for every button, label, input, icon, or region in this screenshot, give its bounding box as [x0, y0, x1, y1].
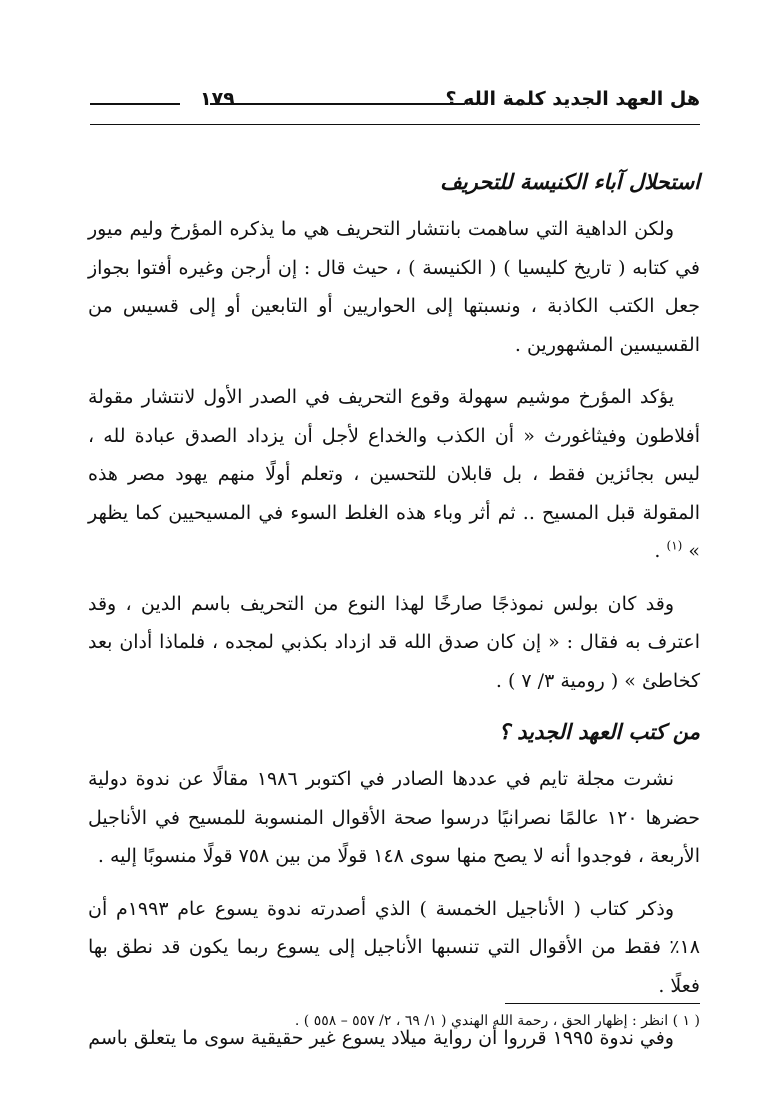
paragraph-muir: ولكن الداهية التي ساهمت بانتشار التحريف هي ما يذكره المؤرخ وليم ميور في كتابه ( تاريخ كليسيا ) ( الكنيسة ) ، حيث قال : إن أرجن وغيره أفتوا بجواز جعل الكتب الكاذبة ، ونسبتها إلى الحواريين أو التابعين أو إلى قسيس من القسيسين المشهورين . — [88, 218, 700, 356]
paragraph-mosheim: يؤكد المؤرخ موشيم سهولة وقوع التحريف في الصدر الأول لانتشار مقولة أفلاطون وفيثاغورث « أن الكذب والخداع لأجل أن يزداد الصدق عبادة لله ، ليس بجائزين فقط ، بل قابلان للتحسين ، وتعلم أولًا منهم يهود مصر هذه المقولة قبل المسيح .. ثم أثر وباء هذه الغلط السوء في المسيحيين كما يظهر » $^{(١)}$ . — [88, 386, 700, 562]
paragraph-mosheim-text: يؤكد المؤرخ موشيم سهولة وقوع التحريف في الصدر الأول لانتشار مقولة أفلاطون وفيثاغورث « أن الكذب والخداع لأجل أن يزداد الصدق عبادة لله ، ليس بجائزين فقط ، بل قابلان للتحسين ، وتعلم أولًا منهم يهود مصر هذه المقولة قبل المسيح .. ثم أثر وباء هذه الغلط السوء في المسيحيين كما يظهر » — [88, 386, 700, 562]
paragraph-1995-seminar: وفي ندوة ١٩٩٥ قرروا أن رواية ميلاد يسوع غير حقيقية سوى ما يتعلق باسم — [88, 1027, 674, 1049]
header-underline — [90, 124, 700, 125]
footnote: ( ١ ) انظر : إظهار الحق ، رحمة الله الهندي ( ١/ ٦٩ ، ٢/ ٥٥٧ – ٥٥٨ ) . — [294, 1013, 700, 1029]
header-rule-left-of-title — [210, 103, 465, 105]
page-body — [88, 160, 700, 1072]
footnote-separator — [505, 1003, 700, 1004]
section-heading-nt-authors: من كتب العهد الجديد ؟ — [498, 719, 700, 744]
paragraph-time-magazine: نشرت مجلة تايم في عددها الصادر في اكتوبر ١٩٨٦ مقالًا عن ندوة دولية حضرها ١٢٠ عالمًا نصرانيًا درسوا صحة الأقوال المنسوبة للمسيح في الأناجيل الأربعة ، فوجدوا أنه لا يصح منها سوى ١٤٨ قولًا من بين ٧٥٨ قولًا منسوبًا إليه . — [88, 768, 700, 867]
paragraph-paul: وقد كان بولس نموذجًا صارخًا لهذا النوع من التحريف باسم الدين ، وقد اعترف به فقال : « إن كان صدق الله قد ازداد بكذبي لمجده ، فلماذا أدان بعد كخاطئ » ( رومية ٣/ ٧ ) . — [88, 592, 700, 692]
paragraph-five-gospels: وذكر كتاب ( الأناجيل الخمسة ) الذي أصدرته ندوة يسوع عام ١٩٩٣م أن ١٨٪ فقط من الأقوال التي تنسبها الأناجيل إلى يسوع ربما يكون قد نطق بها فعلًا . — [88, 897, 700, 997]
header-rule-after-number — [90, 103, 180, 105]
section-heading-church-fathers: استحلال آباء الكنيسة للتحريف — [440, 169, 700, 194]
running-header — [90, 86, 700, 126]
running-title: هل العهد الجديد كلمة الله ؟ — [445, 88, 700, 110]
page-number: ١٧٩ — [200, 88, 235, 110]
footnote-reference: (١) — [666, 538, 683, 553]
